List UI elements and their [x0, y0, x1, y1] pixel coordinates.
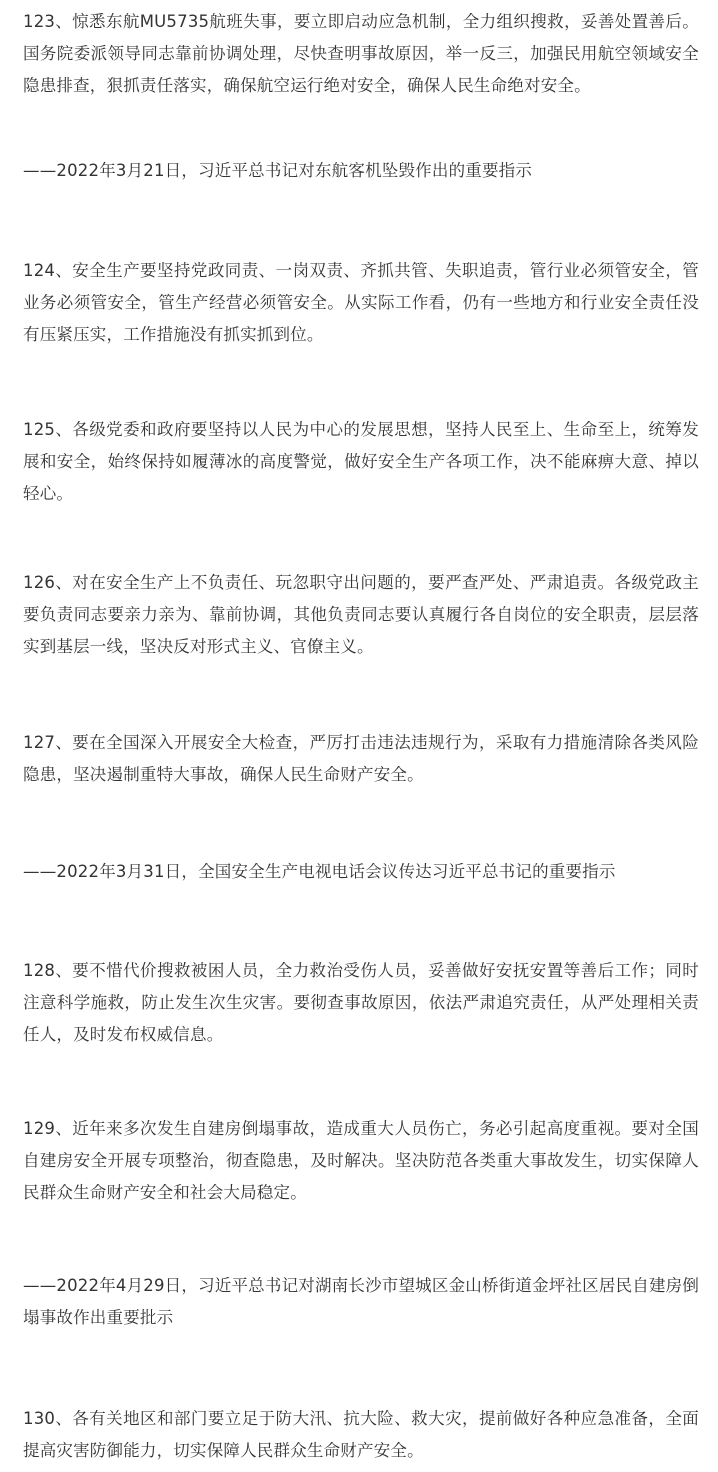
- paragraph-124: 124、安全生产要坚持党政同责、一岗双责、齐抓共管、失职追责，管行业必须管安全，管业务必须管安全，管生产经营必须管安全。从实际工作看，仍有一些地方和行业安全责任没有压紧压实，工作措施没有抓实抓到位。: [23, 261, 699, 344]
- paragraph-126: 126、对在安全生产上不负责任、玩忽职守出问题的，要严查严处、严肃追责。各级党政主要负责同志要亲力亲为、靠前协调，其他负责同志要认真履行各自岗位的安全职责，层层落实到基层一线，坚决反对形式主义、官僚主义。: [23, 573, 699, 656]
- attribution-2022-03-21: ——2022年3月21日，习近平总书记对东航客机坠毁作出的重要指示: [23, 161, 533, 180]
- paragraph-123: 123、惊悉东航MU5735航班失事，要立即启动应急机制，全力组织搜救，妥善处置善后。国务院委派领导同志靠前协调处理，尽快查明事故原因，举一反三，加强民用航空领域安全隐患排查，狠抓责任落实，确保航空运行绝对安全，确保人民生命绝对安全。: [23, 12, 699, 95]
- paragraph-129: 129、近年来多次发生自建房倒塌事故，造成重大人员伤亡，务必引起高度重视。要对全国自建房安全开展专项整治，彻查隐患，及时解决。坚决防范各类重大事故发生，切实保障人民群众生命财产安全和社会大局稳定。: [23, 1119, 699, 1202]
- attribution-2022-04-29: ——2022年4月29日，习近平总书记对湖南长沙市望城区金山桥街道金坪社区居民自建房倒塌事故作出重要批示: [23, 1276, 700, 1327]
- paragraph-127: 127、要在全国深入开展安全大检查，严厉打击违法违规行为，采取有力措施清除各类风险隐患，坚决遏制重特大事故，确保人民生命财产安全。: [23, 733, 699, 784]
- paragraph-125: 125、各级党委和政府要坚持以人民为中心的发展思想，坚持人民至上、生命至上，统筹发展和安全，始终保持如履薄冰的高度警觉，做好安全生产各项工作，决不能麻痹大意、掉以轻心。: [23, 420, 699, 503]
- paragraph-130: 130、各有关地区和部门要立足于防大汛、抗大险、救大灾，提前做好各种应急准备，全面提高灾害防御能力，切实保障人民群众生命财产安全。: [23, 1409, 699, 1460]
- paragraph-128: 128、要不惜代价搜救被困人员，全力救治受伤人员，妥善做好安抚安置等善后工作；同时注意科学施救，防止发生次生灾害。要彻查事故原因，依法严肃追究责任，从严处理相关责任人，及时发布权威信息。: [23, 961, 699, 1044]
- attribution-2022-03-31: ——2022年3月31日，全国安全生产电视电话会议传达习近平总书记的重要指示: [23, 862, 616, 881]
